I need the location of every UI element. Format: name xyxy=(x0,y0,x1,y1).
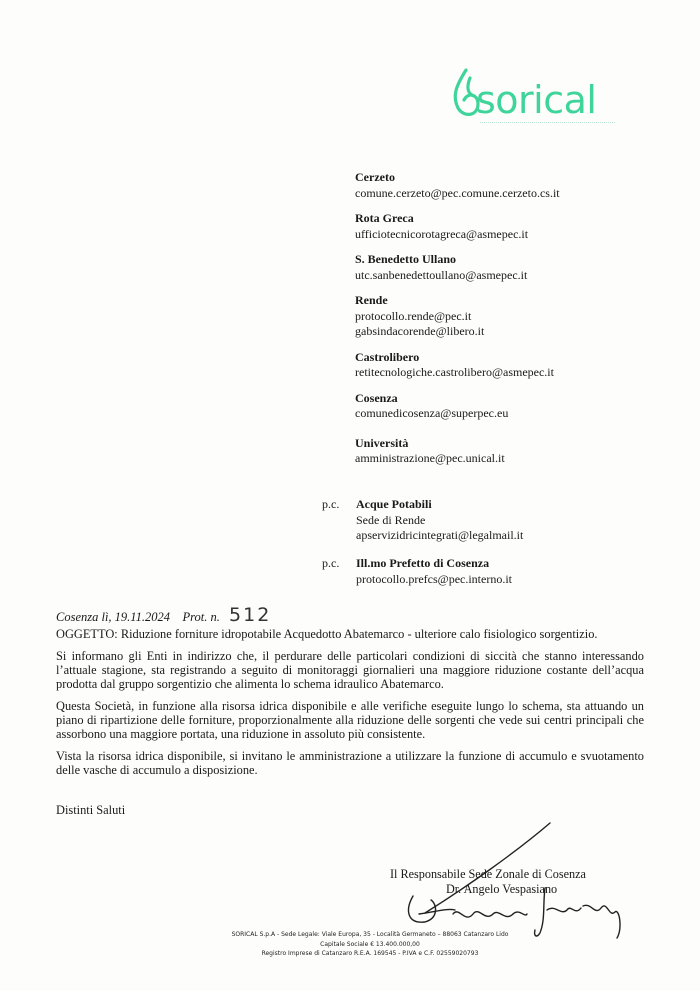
cc-name: Acque Potabili xyxy=(356,497,432,511)
recipient-rende xyxy=(355,293,685,340)
water-drop-icon xyxy=(455,70,478,114)
paragraph: Si informano gli Enti in indirizzo che, il perdurare delle particolari condizioni di siccità che stanno interessando l’attuale stagione, sta registrando a seguito di monitoraggi giornalieri una maggiore riduzione costante dell’acqua prodotta dal gruppo sorgentizio che alimenta lo schema idraulico Abatemarco. xyxy=(56,649,644,691)
letter-body xyxy=(56,627,644,785)
cc-email: protocollo.prefcs@pec.interno.it xyxy=(356,571,512,586)
recipient-email: comunedicosenza@superpec.eu xyxy=(355,406,509,420)
signatory-title: Il Responsabile Sede Zonale di Cosenza xyxy=(390,867,586,881)
cc-line: Sede di Rende xyxy=(356,512,426,527)
recipient-name: Rota Greca xyxy=(355,211,414,225)
closing-salutation: Distinti Saluti xyxy=(56,803,126,817)
recipient-cosenza xyxy=(355,391,685,422)
recipient-email: gabsindacorende@libero.it xyxy=(355,324,485,338)
recipient-name: Cerzeto xyxy=(355,170,395,184)
recipient-name: Rende xyxy=(355,293,388,307)
recipient-name: S. Benedetto Ullano xyxy=(355,252,457,266)
cc-acque-potabili xyxy=(322,497,682,544)
recipient-universita xyxy=(355,436,685,467)
recipient-name: Università xyxy=(355,435,409,450)
recipient-name: Castrolibero xyxy=(355,349,420,364)
paragraph: Questa Società, in funzione alla risorsa idrica disponibile e alle verifiche eseguite lungo lo schema, sta attuando un piano di ripartizione delle forniture, proporzionalmente alla riduzione delle sorgenti che vede sui centri principali che assorbono una maggiore portata, una riduzione in assoluto più consistente. xyxy=(56,699,644,741)
footer-registry: Registro Imprese di Catanzaro R.E.A. 169545 - P.IVA e C.F. 02559020793 xyxy=(261,950,479,957)
recipient-castrolibero xyxy=(355,350,685,381)
logo-wordmark: sorical xyxy=(476,78,597,122)
recipient-email: ufficiotecnicorotagreca@asmepec.it xyxy=(355,226,529,241)
recipient-email: utc.sanbenedettoullano@asmepec.it xyxy=(355,267,528,282)
recipient-email: protocollo.rende@pec.it xyxy=(355,308,472,323)
place-date: Cosenza lì, 19.11.2024 xyxy=(56,610,171,624)
cc-prefix: p.c. xyxy=(322,497,340,511)
paragraph: Vista la risorsa idrica disponibile, si invitano le amministrazione a utilizzare la funzione di accumulo e svuotamento delle vasche di accumulo a disposizione. xyxy=(56,749,644,777)
protocol-label: Prot. n. xyxy=(182,610,220,624)
recipient-email: retitecnologiche.castrolibero@asmepec.it xyxy=(355,365,554,379)
dateline xyxy=(56,604,271,626)
cc-email: apservizidricintegrati@legalmail.it xyxy=(356,528,524,542)
cc-name: Ill.mo Prefetto di Cosenza xyxy=(356,556,490,570)
signatory-name: Dr. Angelo Vespasiano xyxy=(446,882,558,896)
recipient-san-benedetto-ullano xyxy=(355,252,685,283)
recipient-name: Cosenza xyxy=(355,390,398,405)
recipient-cerzeto xyxy=(355,170,685,201)
footer-address: SORICAL S.p.A - Sede Legale: Viale Europa, 35 - Località Germaneto – 88063 Catanzaro Lido xyxy=(231,931,509,938)
recipient-email: comune.cerzeto@pec.comune.cerzeto.cs.it xyxy=(355,185,560,200)
recipient-rota-greca xyxy=(355,211,685,242)
footer-capital: Capitale Sociale € 13.400.000,00 xyxy=(320,940,420,948)
signatory-block xyxy=(390,867,586,897)
company-footer xyxy=(205,930,535,959)
recipient-email: amministrazione@pec.unical.it xyxy=(355,451,505,465)
logo-tagline xyxy=(480,122,615,129)
subject-line: OGGETTO: Riduzione forniture idropotabile Acquedotto Abatemarco - ulteriore calo fisiologico sorgentizio. xyxy=(56,627,598,641)
cc-prefetto xyxy=(322,556,682,587)
protocol-number: 512 xyxy=(229,604,272,626)
recipient-list xyxy=(355,170,685,477)
cc-prefix: p.c. xyxy=(322,556,340,570)
